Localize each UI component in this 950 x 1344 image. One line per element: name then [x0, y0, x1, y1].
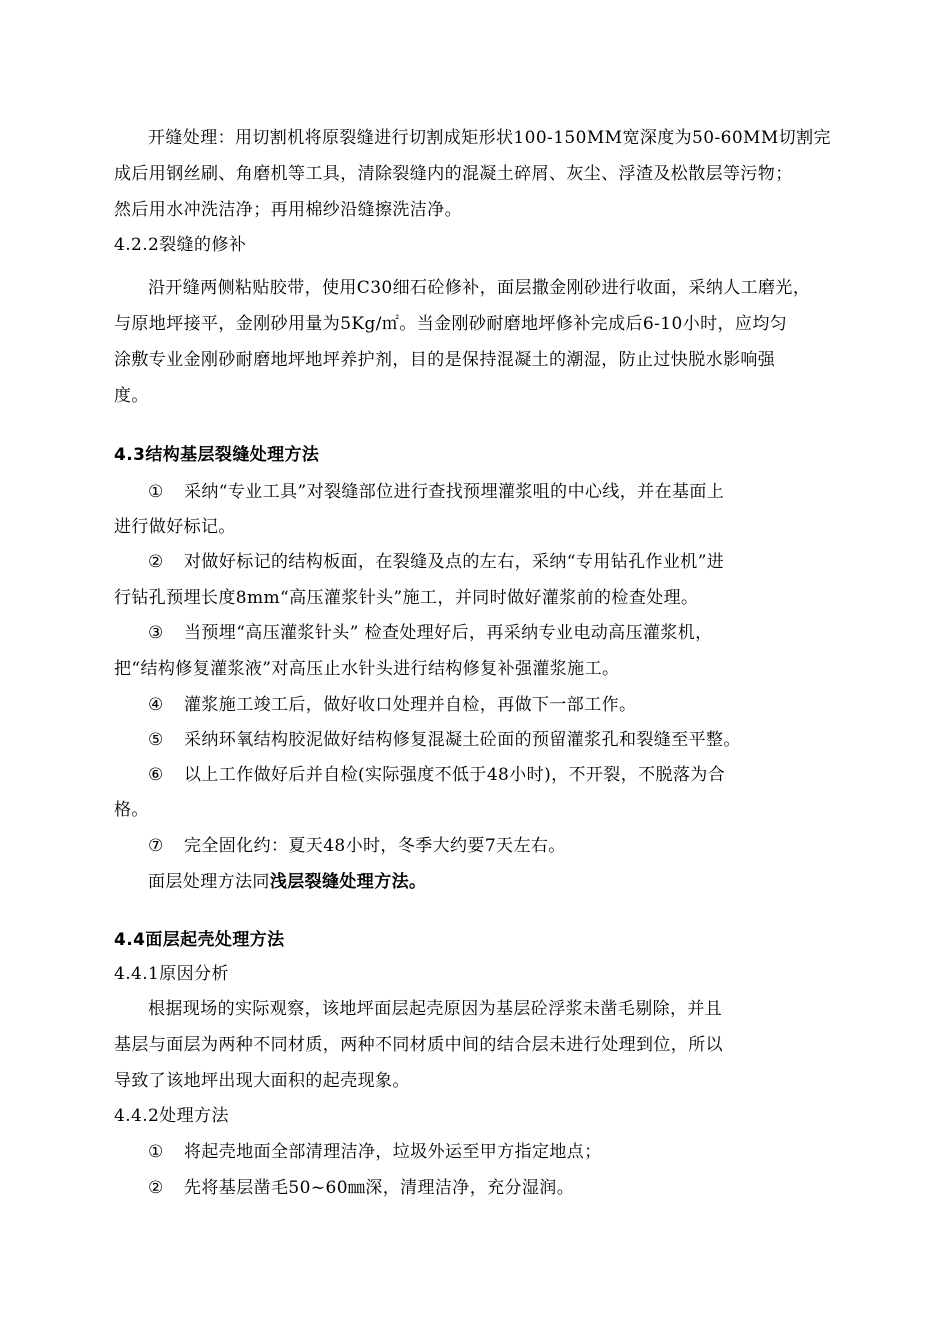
paragraph-line: 根据现场的实际观察，该地坪面层起壳原因为基层砼浮浆未凿毛剔除，并且: [148, 999, 723, 1019]
paragraph-line: 基层与面层为两种不同材质，两种不同材质中间的结合层未进行处理到位，所以: [114, 1035, 723, 1055]
item-text: 以上工作做好后并自检(实际强度不低于48小时)，不开裂，不脱落为合: [184, 765, 726, 785]
item-number: ①: [148, 482, 164, 502]
item-text: 当预埋“高压灌浆针头” 检查处理好后，再采纳专业电动高压灌浆机，: [184, 623, 713, 643]
list-item: [148, 482, 724, 502]
item-number: ①: [148, 1142, 164, 1162]
list-item: [148, 730, 741, 750]
item-number: ③: [148, 623, 164, 643]
paragraph-line: 度。: [114, 386, 149, 406]
list-item-continuation: 行钻孔预埋长度8mm“高压灌浆针头”施工，并同时做好灌浆前的检查处理。: [114, 588, 699, 608]
item-text: 将起壳地面全部清理洁净，垃圾外运至甲方指定地点；: [184, 1142, 602, 1162]
paragraph-line: 然后用水冲洗洁净；再用棉纱沿缝擦洗洁净。: [114, 200, 462, 220]
section-title: 4.4面层起壳处理方法: [114, 930, 285, 950]
note-bold-text: 浅层裂缝处理方法。: [269, 872, 427, 892]
list-item: [148, 765, 725, 785]
list-item: [148, 552, 724, 572]
subsection-title: 4.4.2处理方法: [114, 1106, 229, 1126]
list-item-continuation: 格。: [114, 800, 149, 820]
list-item-continuation: 进行做好标记。: [114, 517, 236, 537]
item-text: 对做好标记的结构板面，在裂缝及点的左右，采纳“专用钻孔作业机”进: [184, 552, 725, 572]
item-number: ⑦: [148, 836, 164, 856]
note-text: 面层处理方法同: [148, 872, 270, 892]
paragraph-line: 涂敷专业金刚砂耐磨地坪地坪养护剂，目的是保持混凝土的潮湿，防止过快脱水影响强: [114, 350, 776, 370]
paragraph-line: 沿开缝两侧粘贴胶带，使用C30细石砼修补，面层撒金刚砂进行收面，采纳人工磨光，: [148, 278, 811, 298]
item-number: ④: [148, 695, 164, 715]
paragraph-line: 导致了该地坪出现大面积的起壳现象。: [114, 1071, 410, 1091]
item-number: ②: [148, 552, 164, 572]
paragraph-line: 成后用钢丝刷、角磨机等工具，清除裂缝内的混凝土碎屑、灰尘、浮渣及松散层等污物；: [114, 164, 793, 184]
paragraph-line: 与原地坪接平，金刚砂用量为5Kg/㎡。当金刚砂耐磨地坪修补完成后6-10小时，应均匀: [114, 314, 788, 334]
list-item: [148, 836, 566, 856]
item-text: 采纳“专业工具”对裂缝部位进行查找预埋灌浆咀的中心线，并在基面上: [184, 482, 725, 502]
subsection-title: 4.4.1原因分析: [114, 964, 229, 984]
item-text: 完全固化约：夏天48小时，冬季大约要7天左右。: [184, 836, 566, 856]
list-item: [148, 695, 636, 715]
item-number: ⑥: [148, 765, 164, 785]
list-item: [148, 1178, 574, 1198]
item-text: 先将基层凿毛50~60㎜深，清理洁净，充分湿润。: [184, 1178, 575, 1198]
item-number: ⑤: [148, 730, 164, 750]
section-title: 4.3结构基层裂缝处理方法: [114, 445, 320, 465]
item-text: 采纳环氧结构胶泥做好结构修复混凝土砼面的预留灌浆孔和裂缝至平整。: [184, 730, 741, 750]
list-item: [148, 1142, 602, 1162]
section-note: [148, 872, 426, 892]
list-item-continuation: 把“结构修复灌浆液”对高压止水针头进行结构修复补强灌浆施工。: [114, 659, 620, 679]
item-number: ②: [148, 1178, 164, 1198]
subsection-title: 4.2.2裂缝的修补: [114, 235, 247, 255]
item-text: 灌浆施工竣工后，做好收口处理并自检，再做下一部工作。: [184, 695, 637, 715]
list-item: [148, 623, 713, 643]
paragraph-line: 开缝处理：用切割机将原裂缝进行切割成矩形状100-150MM宽深度为50-60MM切割完: [148, 128, 831, 148]
